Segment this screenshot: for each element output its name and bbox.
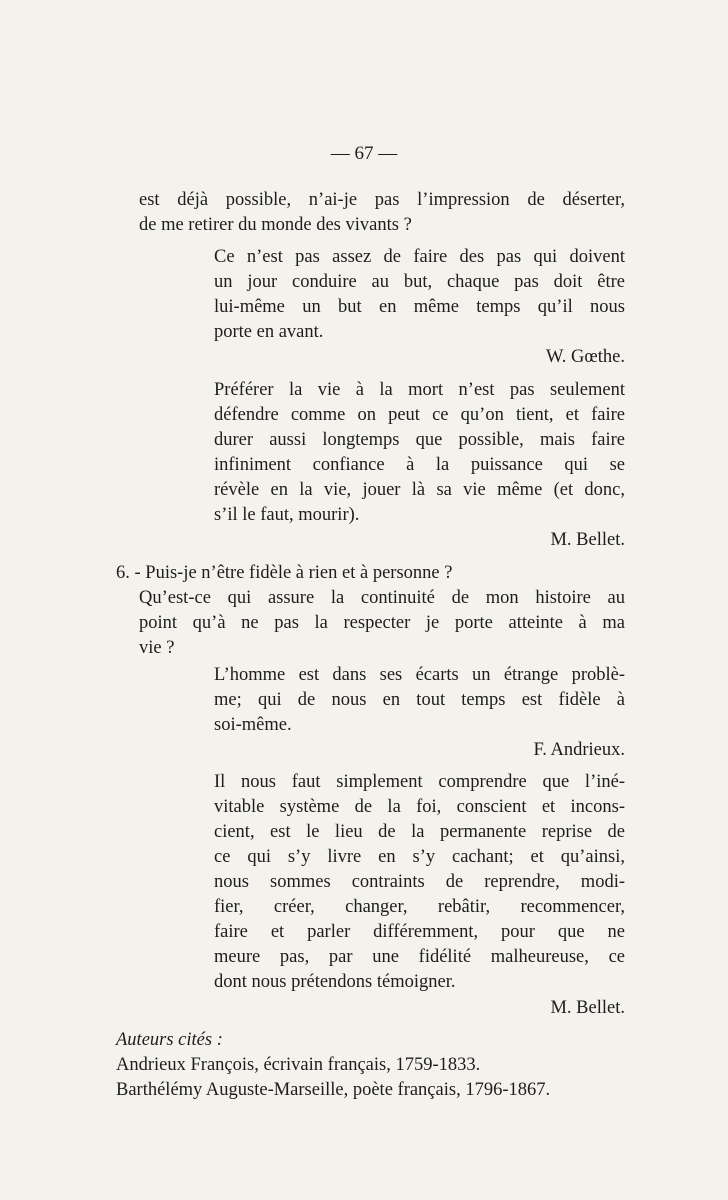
quote-line: Ce n’est pas assez de faire des pas qui doivent <box>214 247 625 267</box>
quote-line: porte en avant. <box>214 322 324 342</box>
quote-line: infiniment confiance à la puissance qui se <box>214 455 625 475</box>
quote-line: nous sommes contraints de reprendre, modi- <box>214 872 625 892</box>
quote-line: meure pas, par une fidélité malheureuse, ce <box>214 947 625 967</box>
page-number: — 67 — <box>330 143 398 164</box>
quote-line: révèle en la vie, jouer là sa vie même (et donc, <box>214 480 625 500</box>
quote-line: ce qui s’y livre en s’y cachant; et qu’ainsi, <box>214 847 625 867</box>
body-line: point qu’à ne pas la respecter je porte atteinte à ma <box>139 613 625 633</box>
quote-line: durer aussi longtemps que possible, mais faire <box>214 430 625 450</box>
quote-line: lui-même un but en même temps qu’il nous <box>214 297 625 317</box>
quote-line: fier, créer, changer, rebâtir, recommencer, <box>214 897 625 917</box>
author-entry: Andrieux François, écrivain français, 1759-1833. <box>116 1055 481 1075</box>
question-heading: 6. - Puis-je n’être fidèle à rien et à personne ? <box>116 563 453 583</box>
quote-line: cient, est le lieu de la permanente reprise de <box>214 822 625 842</box>
quote-line: me; qui de nous en tout temps est fidèle à <box>214 690 625 710</box>
quote-author: W. Gœthe. <box>546 347 625 367</box>
quote-line: Préférer la vie à la mort n’est pas seulement <box>214 380 625 400</box>
author-entry: Barthélémy Auguste-Marseille, poète français, 1796-1867. <box>116 1080 551 1100</box>
quote-author: F. Andrieux. <box>533 740 625 760</box>
body-line: Qu’est-ce qui assure la continuité de mon histoire au <box>139 588 625 608</box>
quote-line: soi-même. <box>214 715 292 735</box>
quote-line: Il nous faut simplement comprendre que l’iné- <box>214 772 625 792</box>
quote-line: un jour conduire au but, chaque pas doit être <box>214 272 625 292</box>
body-line: vie ? <box>139 638 175 658</box>
quote-line: L’homme est dans ses écarts un étrange problè- <box>214 665 625 685</box>
body-line: est déjà possible, n’ai-je pas l’impression de déserter, <box>139 190 625 210</box>
quote-line: dont nous prétendons témoigner. <box>214 972 456 992</box>
quote-line: défendre comme on peut ce qu’on tient, et faire <box>214 405 625 425</box>
quote-line: s’il le faut, mourir). <box>214 505 360 525</box>
quote-line: faire et parler différemment, pour que ne <box>214 922 625 942</box>
quote-author: M. Bellet. <box>550 530 625 550</box>
quote-author: M. Bellet. <box>550 998 625 1018</box>
body-line: de me retirer du monde des vivants ? <box>139 215 412 235</box>
quote-line: vitable système de la foi, conscient et incons- <box>214 797 625 817</box>
authors-heading: Auteurs cités : <box>116 1030 223 1050</box>
